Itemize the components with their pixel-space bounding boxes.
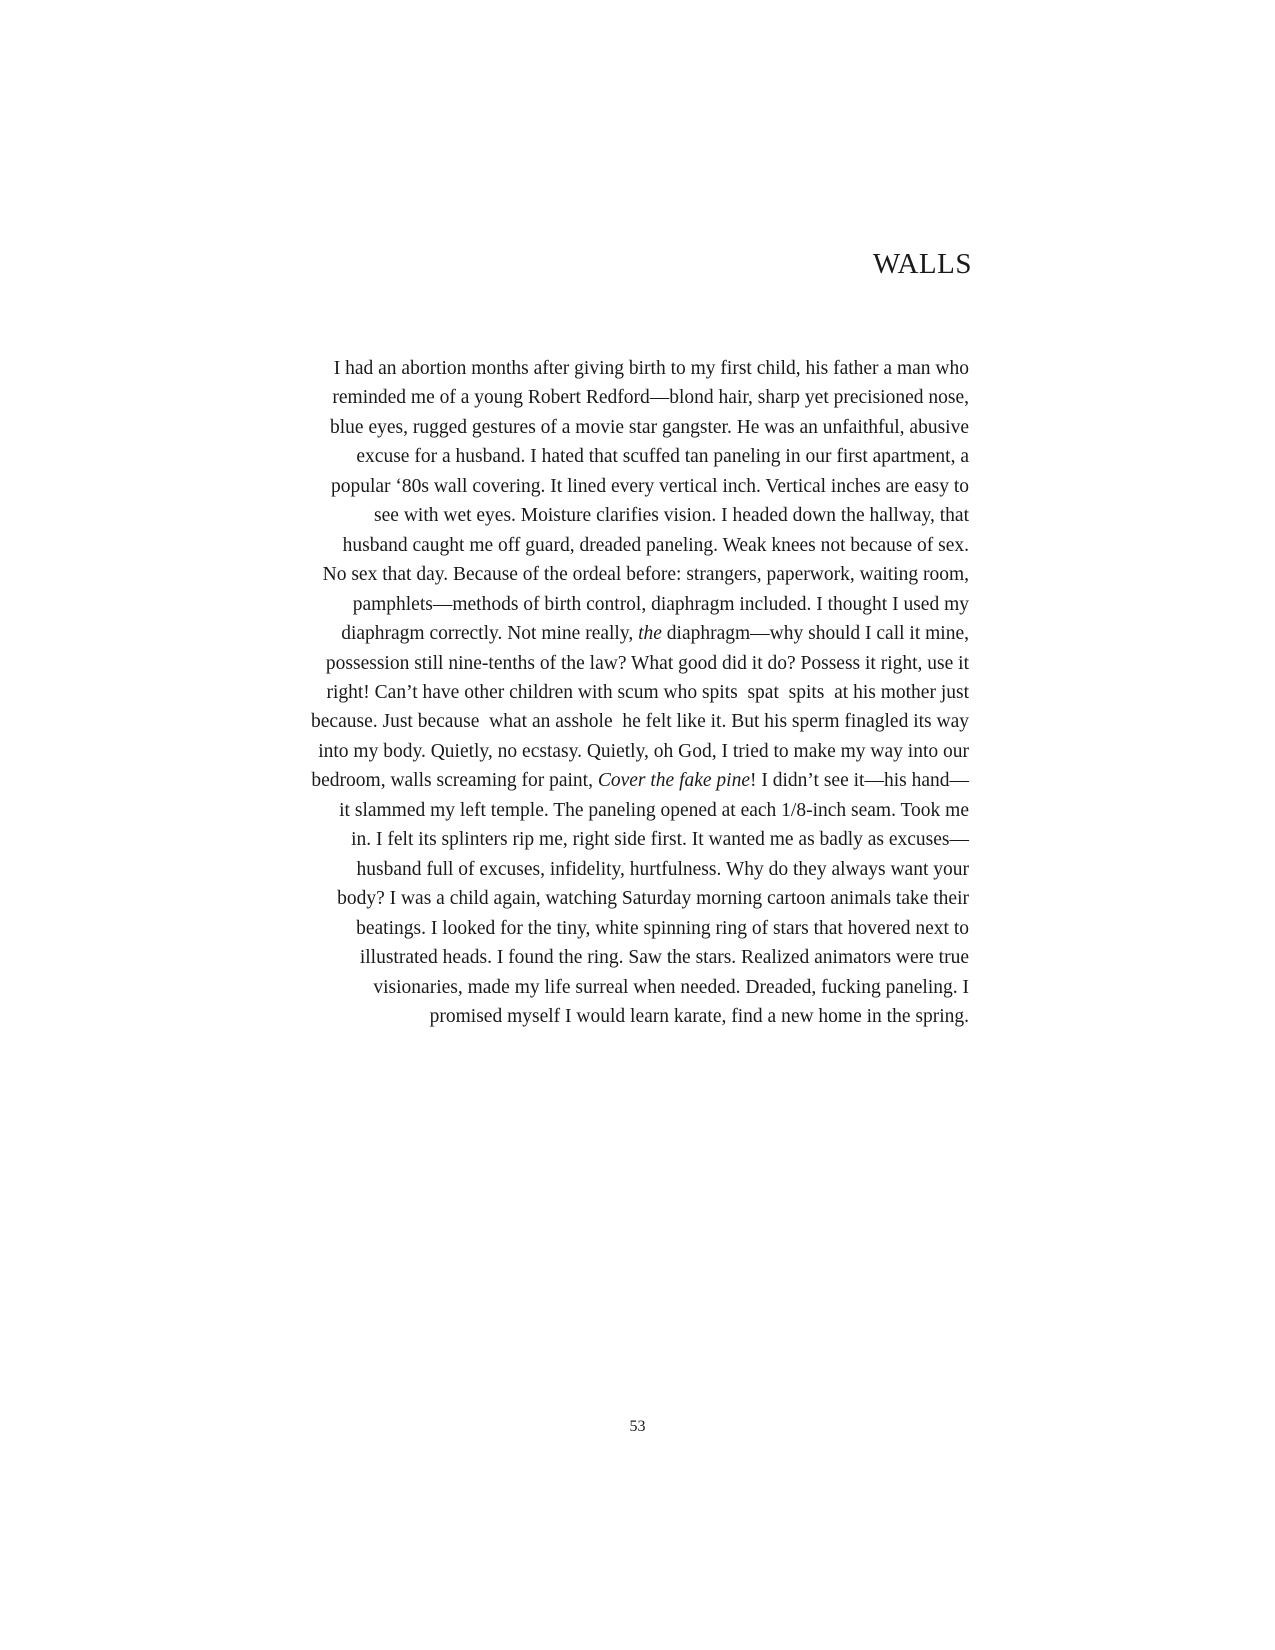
text-line	[269, 766, 969, 795]
text-line	[269, 796, 969, 825]
text-line	[269, 884, 969, 913]
text-segment: beatings. I looked for the tiny, white spinning ring of stars that hovered next to	[356, 917, 969, 939]
text-line	[269, 943, 969, 972]
text-line	[269, 560, 969, 589]
text-line	[269, 501, 969, 530]
text-segment: blue eyes, rugged gestures of a movie star gangster. He was an unfaithful, abusive	[330, 416, 969, 438]
text-segment: illustrated heads. I found the ring. Saw the stars. Realized animators were true	[359, 947, 969, 969]
text-line	[269, 1002, 969, 1031]
text-segment: see with wet eyes. Moisture clarifies vision. I headed down the hallway, that	[374, 505, 969, 527]
text-segment: body? I was a child again, watching Saturday morning cartoon animals take their	[337, 888, 969, 910]
text-segment: husband full of excuses, infidelity, hurtfulness. Why do they always want your	[356, 858, 969, 880]
text-line	[269, 973, 969, 1002]
text-segment: into my body. Quietly, no ecstasy. Quietly, oh God, I tried to make my way into our	[318, 740, 969, 762]
italic-text-segment: Cover the fake pine	[597, 770, 750, 792]
text-line	[269, 825, 969, 854]
text-segment: visionaries, made my life surreal when needed. Dreaded, fucking paneling. I	[373, 976, 969, 998]
text-segment: reminded me of a young Robert Redford—blond hair, sharp yet precisioned nose,	[332, 387, 969, 409]
text-segment: ! I didn’t see it—his hand—	[750, 770, 969, 792]
text-segment: diaphragm correctly. Not mine really,	[341, 623, 639, 645]
text-line	[269, 354, 969, 383]
italic-text-segment: the	[638, 623, 662, 645]
text-segment: popular ‘80s wall covering. It lined every vertical inch. Vertical inches are easy to	[330, 475, 969, 497]
text-line	[269, 678, 969, 707]
text-segment: I had an abortion months after giving birth to my first child, his father a man who	[333, 358, 969, 379]
text-line	[269, 442, 969, 471]
text-line	[269, 590, 969, 619]
text-segment: No sex that day. Because of the ordeal before: strangers, paperwork, waiting room,	[322, 564, 969, 586]
text-line	[269, 413, 969, 442]
body-paragraph	[269, 354, 969, 1031]
text-segment: because. Just because what an asshole he felt like it. But his sperm finagled its way	[311, 711, 969, 733]
text-line	[269, 619, 969, 648]
text-line	[269, 472, 969, 501]
text-segment: husband caught me off guard, dreaded paneling. Weak knees not because of sex.	[342, 534, 969, 556]
text-segment: pamphlets—methods of birth control, diaphragm included. I thought I used my	[352, 593, 969, 615]
text-segment: bedroom, walls screaming for paint,	[311, 770, 598, 792]
text-line	[269, 531, 969, 560]
text-line	[269, 737, 969, 766]
text-segment: diaphragm—why should I call it mine,	[661, 623, 969, 645]
text-line	[269, 914, 969, 943]
text-line	[269, 707, 969, 736]
page-number: 53	[629, 1418, 646, 1435]
text-segment: right! Can’t have other children with scum who spits spat spits at his mother just	[326, 681, 969, 703]
page-title: WALLS	[872, 248, 972, 280]
text-line	[269, 383, 969, 412]
text-line	[269, 855, 969, 884]
text-segment: in. I felt its splinters rip me, right side first. It wanted me as badly as excuses—	[351, 829, 969, 851]
text-segment: excuse for a husband. I hated that scuffed tan paneling in our first apartment, a	[356, 446, 969, 468]
text-segment: it slammed my left temple. The paneling opened at each 1/8-inch seam. Took me	[339, 799, 969, 821]
text-line	[269, 649, 969, 678]
text-segment: promised myself I would learn karate, find a new home in the spring.	[429, 1005, 969, 1027]
text-segment: possession still nine-tenths of the law? What good did it do? Possess it right, use it	[325, 652, 969, 674]
